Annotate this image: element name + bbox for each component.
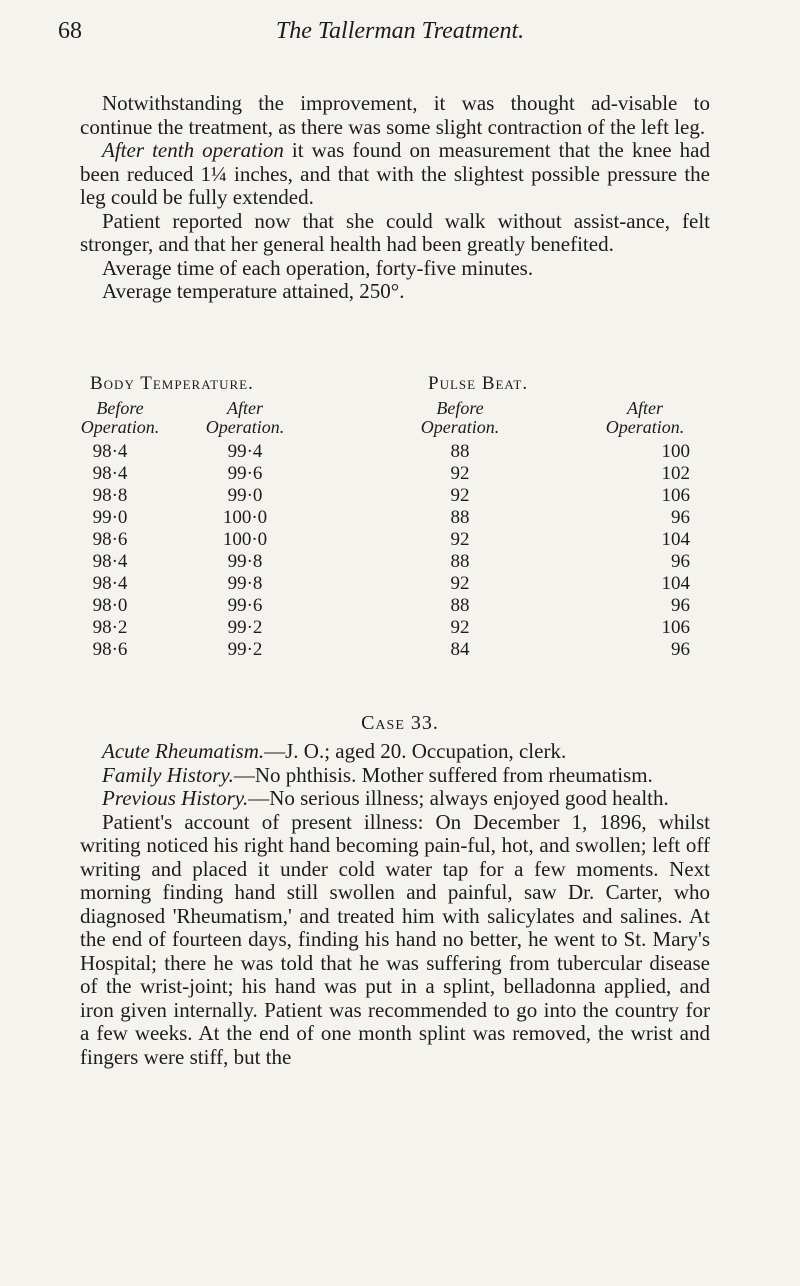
paragraph <box>80 139 710 210</box>
page-header <box>58 18 742 58</box>
paragraph <box>80 764 710 788</box>
table-row: 99·0 100·0 88 96 <box>92 507 690 528</box>
table-row: 98·4 99·4 88 100 <box>92 441 690 462</box>
paragraph-text: —No phthisis. Mother suffered from rheumatism. <box>233 762 653 787</box>
table-row: 98·8 99·0 92 106 <box>92 485 690 506</box>
italic-lead: Family History. <box>102 762 234 787</box>
paragraph <box>80 787 710 811</box>
case-text <box>80 740 710 1069</box>
italic-lead: Previous History. <box>102 786 249 810</box>
table-row: 98·6 99·2 84 96 <box>92 639 690 660</box>
paragraph-text: it was found on measurement that the knee had been reduced 1¼ inches, and that with the slightest possible pressure the leg could be fully extended. <box>80 138 710 209</box>
italic-lead: After tenth operation <box>102 138 284 162</box>
table-row: 98·0 99·6 88 96 <box>92 595 690 616</box>
paragraph <box>80 740 710 764</box>
group-header-body-temperature: Body Temperature. <box>90 373 254 394</box>
paragraph: Patient reported now that she could walk without assist-ance, felt stronger, and that her general health had been greatly benefited. <box>80 208 710 256</box>
table-row: 98·4 99·6 92 102 <box>92 463 690 484</box>
subheader-before-operation: Before Operation. <box>420 398 500 437</box>
italic-lead: Acute Rheumatism. <box>102 739 265 763</box>
paragraph-text: Patient's account of present illness: On December 1, 1896, whilst writing noticed his right hand becoming pain-ful, hot, and swollen; left off writing and placed it under cold water tap for a few moments. Next morning finding hand still swollen and painful, saw Dr. Carter, who diagnosed 'Rheumatism,' and treated him with salicylates and salines. At the end of fourteen days, finding his hand no better, he went to St. Mary's Hospital; there he was told that he was suffering from tubercular disease of the wrist-joint; his hand was put in a splint, belladonna applied, and iron given internally. Patient was recommended to go into the country for a few weeks. At the end of one month splint was removed, the wrist and fingers were stiff, but the <box>80 809 710 1069</box>
table-row: 98·2 99·2 92 106 <box>92 617 690 638</box>
paragraph-text: —J. O.; aged 20. Occupation, clerk. <box>264 739 567 763</box>
case-title: Case 33. <box>361 712 439 734</box>
table-row: 98·4 99·8 88 96 <box>92 551 690 572</box>
subheader-after-operation: After Operation. <box>205 398 285 437</box>
table-row: 98·6 100·0 92 104 <box>92 529 690 550</box>
paragraph: Average time of each operation, forty-five minutes. <box>102 255 534 280</box>
paragraph <box>80 811 710 1070</box>
table-row: 98·4 99·8 92 104 <box>92 573 690 594</box>
paragraph: Average temperature attained, 250°. <box>102 279 405 303</box>
subheader-before-operation: Before Operation. <box>80 398 160 437</box>
intro-text <box>80 92 710 304</box>
paragraph: Notwithstanding the improvement, it was thought ad-visable to continue the treatment, as there was some slight contraction of the left leg. <box>80 91 710 139</box>
running-title: The Tallerman Treatment. <box>275 18 525 44</box>
subheader-after-operation: After Operation. <box>605 398 685 437</box>
page-number: 68 <box>58 18 82 44</box>
group-header-pulse-beat: Pulse Beat. <box>428 373 529 394</box>
paragraph-text: —No serious illness; always enjoyed good health. <box>248 786 669 810</box>
